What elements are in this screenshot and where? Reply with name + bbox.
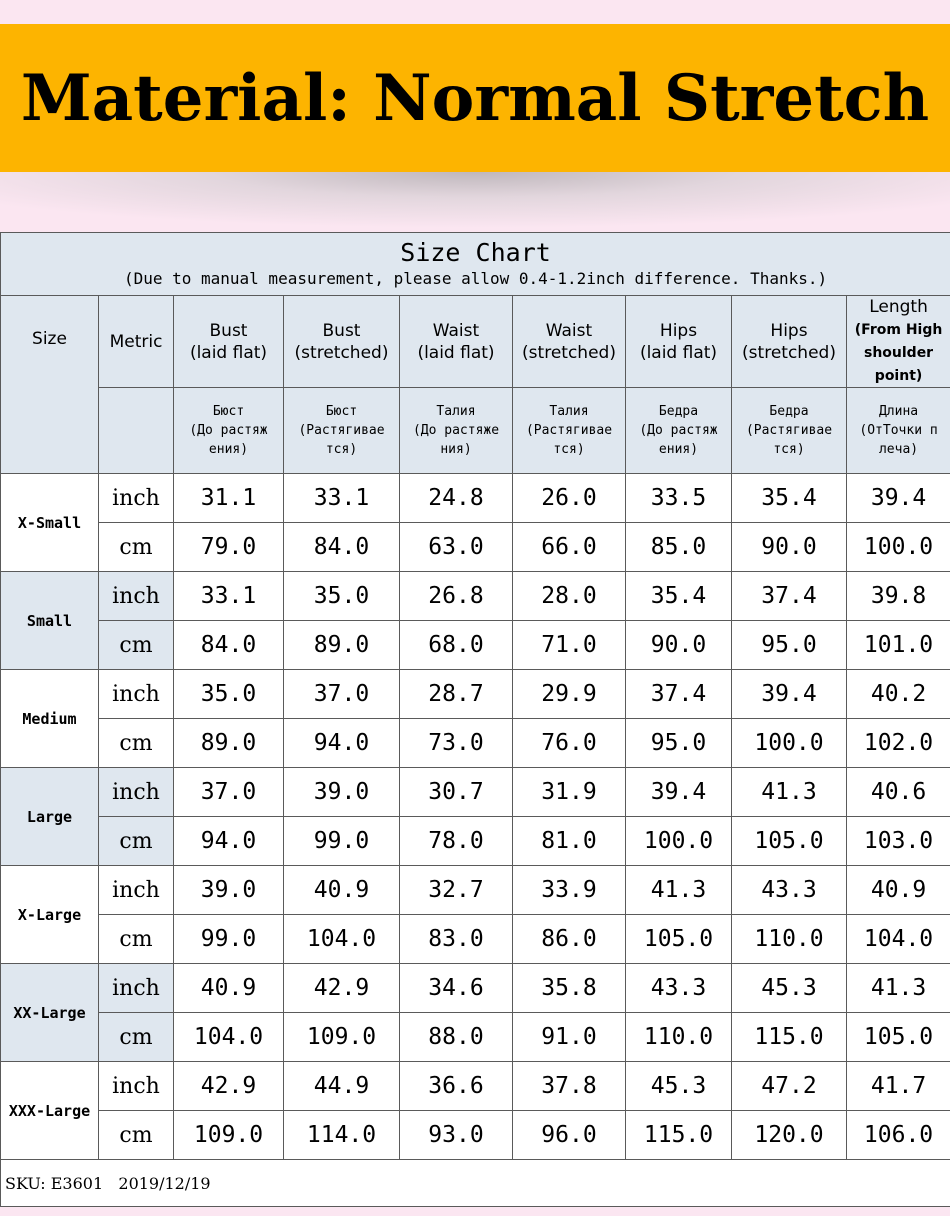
ru-label: (До растяж [639, 423, 718, 438]
header-bust-stretched-ru [284, 388, 400, 474]
value-cell: 99.0 [174, 915, 284, 964]
ru-label: тся) [773, 442, 805, 457]
value-cell: 33.9 [513, 866, 626, 915]
value-cell: 89.0 [284, 621, 400, 670]
metric-cell: cm [99, 1111, 174, 1160]
value-cell: 76.0 [513, 719, 626, 768]
value-cell: 88.0 [400, 1013, 513, 1062]
value-cell: 94.0 [284, 719, 400, 768]
metric-cell: cm [99, 621, 174, 670]
size-name: X-Large [17, 906, 82, 924]
header-metric-ru [99, 388, 174, 474]
header-label: Waist [432, 320, 480, 341]
metric-cell: cm [99, 817, 174, 866]
value-cell: 39.4 [626, 768, 732, 817]
title-banner [0, 24, 950, 172]
value-cell: 37.4 [626, 670, 732, 719]
ru-label: Длина [878, 404, 919, 419]
header-label: Bust [209, 320, 248, 341]
value-cell: 115.0 [732, 1013, 847, 1062]
value-cell: 93.0 [400, 1111, 513, 1160]
value-cell: 40.9 [284, 866, 400, 915]
value-cell: 37.8 [513, 1062, 626, 1111]
value-cell: 37.0 [174, 768, 284, 817]
value-cell: 35.8 [513, 964, 626, 1013]
value-cell: 102.0 [847, 719, 950, 768]
header-length [847, 296, 950, 388]
value-cell: 28.7 [400, 670, 513, 719]
chart-heading [1, 233, 950, 296]
ru-label: тся) [325, 442, 358, 457]
header-label-sub: (stretched) [294, 342, 389, 363]
value-cell: 84.0 [284, 523, 400, 572]
value-cell: 95.0 [732, 621, 847, 670]
table-row [1, 523, 950, 572]
header-label-sub: shoulder [863, 345, 934, 361]
value-cell: 45.3 [732, 964, 847, 1013]
value-cell: 94.0 [174, 817, 284, 866]
value-cell: 39.0 [284, 768, 400, 817]
header-hips-stretched-ru [732, 388, 847, 474]
value-cell: 33.1 [174, 572, 284, 621]
metric-cell: inch [99, 866, 174, 915]
value-cell: 115.0 [626, 1111, 732, 1160]
header-label: Waist [545, 320, 593, 341]
table-row [1, 670, 950, 719]
value-cell: 85.0 [626, 523, 732, 572]
size-name: Medium [22, 710, 77, 728]
value-cell: 90.0 [626, 621, 732, 670]
value-cell: 39.0 [174, 866, 284, 915]
header-waist-stretched-ru [513, 388, 626, 474]
value-cell: 109.0 [174, 1111, 284, 1160]
value-cell: 71.0 [513, 621, 626, 670]
ru-label: Бюст [325, 404, 358, 419]
size-cell [1, 1062, 99, 1160]
table-row [1, 915, 950, 964]
size-cell [1, 768, 99, 866]
ru-label: (ОтТочки п [859, 423, 938, 438]
header-bust-stretched [284, 296, 400, 388]
value-cell: 41.3 [626, 866, 732, 915]
ru-label: тся) [553, 442, 585, 457]
value-cell: 114.0 [284, 1111, 400, 1160]
value-cell: 66.0 [513, 523, 626, 572]
value-cell: 109.0 [284, 1013, 400, 1062]
value-cell: 101.0 [847, 621, 950, 670]
value-cell: 104.0 [174, 1013, 284, 1062]
size-cell [1, 474, 99, 572]
size-name: XX-Large [13, 1004, 86, 1022]
table-row [1, 621, 950, 670]
value-cell: 26.0 [513, 474, 626, 523]
header-label-sub: point) [874, 368, 923, 384]
header-size-label: Size [32, 329, 67, 349]
size-name: XXX-Large [8, 1102, 91, 1120]
metric-cell: cm [99, 719, 174, 768]
value-cell: 78.0 [400, 817, 513, 866]
table-row [1, 866, 950, 915]
value-cell: 100.0 [847, 523, 950, 572]
value-cell: 30.7 [400, 768, 513, 817]
value-cell: 42.9 [284, 964, 400, 1013]
value-cell: 24.8 [400, 474, 513, 523]
size-cell [1, 670, 99, 768]
table-row [1, 1013, 950, 1062]
header-label-sub: (stretched) [522, 342, 616, 363]
value-cell: 41.3 [732, 768, 847, 817]
table-row [1, 572, 950, 621]
value-cell: 39.4 [732, 670, 847, 719]
ru-label: леча) [878, 442, 919, 457]
value-cell: 120.0 [732, 1111, 847, 1160]
value-cell: 89.0 [174, 719, 284, 768]
value-cell: 79.0 [174, 523, 284, 572]
ru-label: (Растягивае [298, 423, 385, 438]
table-row [1, 964, 950, 1013]
value-cell: 43.3 [626, 964, 732, 1013]
header-label: Hips [770, 320, 808, 341]
value-cell: 105.0 [847, 1013, 950, 1062]
value-cell: 26.8 [400, 572, 513, 621]
metric-cell: inch [99, 670, 174, 719]
value-cell: 100.0 [626, 817, 732, 866]
header-metric [99, 296, 174, 388]
header-length-ru [847, 388, 950, 474]
metric-cell: inch [99, 572, 174, 621]
value-cell: 73.0 [400, 719, 513, 768]
value-cell: 83.0 [400, 915, 513, 964]
banner-shadow [0, 172, 950, 228]
header-label: Bust [322, 320, 361, 341]
value-cell: 31.1 [174, 474, 284, 523]
header-bust-flat [174, 296, 284, 388]
sku-label: SKU: E3601 2019/12/19 [1, 1160, 950, 1207]
ru-label: Бедра [658, 404, 699, 419]
value-cell: 86.0 [513, 915, 626, 964]
value-cell: 31.9 [513, 768, 626, 817]
ru-label: Талия [436, 404, 476, 419]
value-cell: 110.0 [732, 915, 847, 964]
metric-cell: cm [99, 915, 174, 964]
value-cell: 99.0 [284, 817, 400, 866]
banner-title: Material: Normal Stretch [20, 60, 930, 136]
chart-subtitle: (Due to manual measurement, please allow 0.4-1.2inch difference. Thanks.) [123, 269, 828, 288]
value-cell: 91.0 [513, 1013, 626, 1062]
value-cell: 40.9 [174, 964, 284, 1013]
header-waist-stretched [513, 296, 626, 388]
value-cell: 39.4 [847, 474, 950, 523]
header-label: Hips [659, 320, 698, 341]
value-cell: 84.0 [174, 621, 284, 670]
value-cell: 35.0 [284, 572, 400, 621]
metric-cell: inch [99, 964, 174, 1013]
value-cell: 41.7 [847, 1062, 950, 1111]
value-cell: 28.0 [513, 572, 626, 621]
value-cell: 40.2 [847, 670, 950, 719]
header-waist-flat-ru [400, 388, 513, 474]
value-cell: 95.0 [626, 719, 732, 768]
value-cell: 100.0 [732, 719, 847, 768]
value-cell: 37.0 [284, 670, 400, 719]
value-cell: 35.4 [732, 474, 847, 523]
value-cell: 96.0 [513, 1111, 626, 1160]
header-waist-flat [400, 296, 513, 388]
value-cell: 103.0 [847, 817, 950, 866]
metric-cell: inch [99, 768, 174, 817]
value-cell: 42.9 [174, 1062, 284, 1111]
value-cell: 104.0 [284, 915, 400, 964]
value-cell: 63.0 [400, 523, 513, 572]
size-name: Small [26, 612, 73, 630]
value-cell: 90.0 [732, 523, 847, 572]
value-cell: 43.3 [732, 866, 847, 915]
table-row [1, 1062, 950, 1111]
value-cell: 40.9 [847, 866, 950, 915]
ru-label: Бедра [769, 404, 809, 419]
value-cell: 32.7 [400, 866, 513, 915]
table-row [1, 768, 950, 817]
value-cell: 105.0 [626, 915, 732, 964]
header-label-sub: (laid flat) [639, 342, 718, 363]
value-cell: 34.6 [400, 964, 513, 1013]
ru-label: Бюст [212, 404, 245, 419]
ru-label: Талия [549, 404, 589, 419]
value-cell: 105.0 [732, 817, 847, 866]
footer-row [1, 1160, 950, 1207]
metric-cell: cm [99, 523, 174, 572]
value-cell: 47.2 [732, 1062, 847, 1111]
value-cell: 36.6 [400, 1062, 513, 1111]
metric-cell: inch [99, 1062, 174, 1111]
value-cell: 106.0 [847, 1111, 950, 1160]
size-cell [1, 866, 99, 964]
ru-label: (До растяж [189, 423, 268, 438]
metric-cell: cm [99, 1013, 174, 1062]
table-row [1, 719, 950, 768]
value-cell: 44.9 [284, 1062, 400, 1111]
header-label-sub: (laid flat) [417, 342, 495, 363]
header-size [1, 296, 99, 474]
header-bust-flat-ru [174, 388, 284, 474]
size-cell [1, 572, 99, 670]
value-cell: 81.0 [513, 817, 626, 866]
value-cell: 39.8 [847, 572, 950, 621]
ru-label: ения) [658, 442, 699, 457]
size-chart [0, 232, 950, 1202]
value-cell: 68.0 [400, 621, 513, 670]
ru-label: ния) [440, 442, 472, 457]
header-label-sub: (stretched) [742, 342, 836, 363]
header-label-sub: (laid flat) [189, 342, 268, 363]
chart-title: Size Chart [400, 238, 551, 267]
header-label: Length [869, 297, 928, 317]
table-row [1, 817, 950, 866]
header-metric-label: Metric [109, 331, 163, 352]
ru-label: (До растяже [412, 423, 500, 438]
value-cell: 45.3 [626, 1062, 732, 1111]
value-cell: 33.1 [284, 474, 400, 523]
value-cell: 40.6 [847, 768, 950, 817]
value-cell: 35.4 [626, 572, 732, 621]
ru-label: ения) [208, 442, 249, 457]
header-hips-stretched [732, 296, 847, 388]
value-cell: 33.5 [626, 474, 732, 523]
ru-label: (Растягивае [745, 423, 833, 438]
value-cell: 37.4 [732, 572, 847, 621]
value-cell: 104.0 [847, 915, 950, 964]
value-cell: 29.9 [513, 670, 626, 719]
metric-cell: inch [99, 474, 174, 523]
size-name: X-Small [17, 514, 82, 532]
header-label-sub: (From High [854, 322, 943, 338]
header-hips-flat-ru [626, 388, 732, 474]
value-cell: 35.0 [174, 670, 284, 719]
value-cell: 110.0 [626, 1013, 732, 1062]
table-row [1, 474, 950, 523]
value-cell: 41.3 [847, 964, 950, 1013]
size-cell [1, 964, 99, 1062]
ru-label: (Растягивае [525, 423, 613, 438]
size-table [0, 232, 950, 1207]
table-row [1, 1111, 950, 1160]
header-hips-flat [626, 296, 732, 388]
size-name: Large [26, 808, 73, 826]
